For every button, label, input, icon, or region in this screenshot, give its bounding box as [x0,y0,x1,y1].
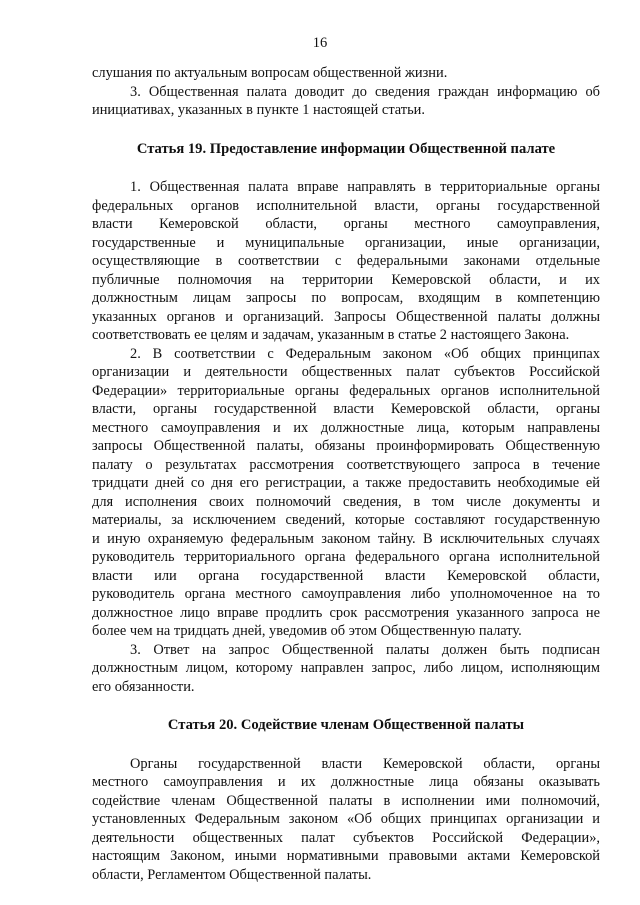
text-line: палату о результатах рассмотрения соответствующего запроса в течение [92,456,600,473]
text-line: власти Кемеровской области, органы местного самоуправления, [92,216,600,232]
text-line: должностное лицо вправе продлить срок рассмотрения указанного запроса не [92,604,600,621]
text-line: 3. Общественная палата доводит до сведения граждан информацию об [130,83,600,100]
text-line: власти, органы государственной власти Кемеровской области, органы [92,401,600,417]
text-line: области, Регламентом Общественной палаты. [92,866,372,883]
text-line: более чем на тридцать дней, уведомив об этом Общественную палату. [92,623,522,639]
text-line: власти или органа государственной власти Кемеровской области, [92,567,600,584]
text-line: инициативах, указанных в пункте 1 настоящей статьи. [92,102,425,118]
text-line: запросы Общественной палаты, обязаны проинформировать Общественную [92,438,600,454]
text-line: содействие членам Общественной палаты в исполнении ими полномочий, [92,792,600,809]
text-line: местного самоуправления и их должностные лица, которым направлены [92,419,600,436]
text-line: федеральных органов исполнительной власти, органы государственной [92,197,600,214]
text-line: публичные полномочия на территории Кемеровской области, и их [92,271,600,288]
text-line: 1. Общественная палата вправе направлять в территориальные органы [130,179,600,195]
text-line: местного самоуправления и их должностные лица обязаны оказывать [92,774,600,790]
text-line: Федерации» территориальные органы федеральных органов исполнительной [92,382,600,399]
text-line: материалы, за исключением сведений, которые составляют государственную [92,512,600,528]
text-line: соответствовать ее целям и задачам, указанным в статье 2 настоящего Закона. [92,327,570,343]
text-line: для исполнения своих полномочий сведения, в том числе документы и [92,493,600,510]
text-line: указанных органов и организаций. Запросы Общественной палаты должны [92,308,600,325]
text-line: должностным лицам запросы по вопросам, входящим в компетенцию [92,290,600,306]
text-line: деятельности общественных палат субъектов Российской Федерации», [92,829,600,846]
text-line: слушания по актуальным вопросам общественной жизни. [92,65,448,81]
text-line: тридцати дней со дня его регистрации, а также предоставить необходимые ей [92,475,600,491]
page-number: 16 [312,35,328,51]
article-19-paragraph-3 [92,641,600,697]
text-line: Органы государственной власти Кемеровской области, органы [130,755,600,772]
text-line: установленных Федеральным законом «Об общих принципах организации и [92,811,600,827]
article-20-paragraph [92,755,600,885]
document-body [92,64,600,884]
text-line: 2. В соответствии с Федеральным законом «Об общих принципах [130,345,600,362]
text-line: должностным лицом, которому направлен запрос, либо лицом, исполняющим [92,660,600,676]
article-19-heading: Статья 19. Предоставление информации Общественной палате [136,140,556,157]
text-line: 3. Ответ на запрос Общественной палаты должен быть подписан [130,641,600,658]
text-line: организации и деятельности общественных палат субъектов Российской [92,364,600,380]
text-line: настоящим Законом, иными нормативными правовыми актами Кемеровской [92,848,600,864]
article-20-heading: Статья 20. Содействие членам Общественной палаты [167,717,525,733]
article-19-paragraph-2 [92,345,600,641]
text-line: осуществляющие в соответствии с федеральными законами отдельные [92,253,600,269]
article-19-paragraph-1 [92,178,600,345]
text-line: и иную охраняемую федеральным законом тайну. В исключительных случаях [92,530,600,547]
text-line: руководитель территориального органа федерального органа исполнительной [92,549,600,565]
text-line: государственные и муниципальные организации, иные организации, [92,234,600,251]
text-line: его обязанности. [92,678,195,695]
text-line: руководитель органа местного самоуправления либо уполномоченное на то [92,586,600,602]
